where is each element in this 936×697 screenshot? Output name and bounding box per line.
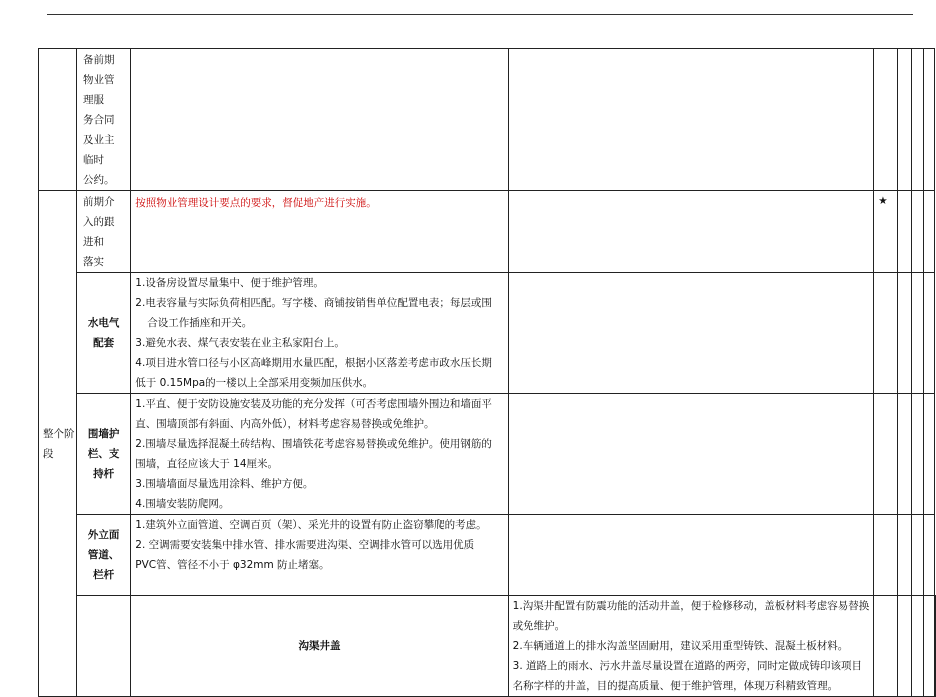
item-line: 备前期物业管理服	[83, 54, 115, 106]
requirement-line: 2. 空调需要安装集中排水管、排水需要进沟渠、空调排水管可以选用优质	[135, 539, 475, 551]
requirements-table	[38, 48, 936, 697]
requirement-line: PVC管、管径不小于 φ32mm 防止堵塞。	[135, 559, 330, 571]
requirement-line: 直、围墙顶部有斜面、内高外低），材料考虑容易替换或免维护。	[135, 418, 435, 430]
requirement-line: 4.项目进水管口径与小区高峰期用水量匹配，根据小区落差考虑市政水压长期	[135, 357, 492, 369]
requirements-cell	[131, 515, 508, 596]
stage-cell-blank	[39, 49, 77, 191]
requirement-line: 2.车辆通道上的排水沟盖坚固耐用，建议采用重型铸铁、混凝土板材料。	[512, 640, 849, 652]
empty-cell	[912, 596, 923, 697]
requirement-line: 名称字样的井盖，目的提高质量、便于维护管理，体现万科精致管理。	[512, 680, 839, 692]
empty-cell	[874, 515, 898, 596]
item-cell	[77, 191, 131, 273]
item-line: 前期介入的跟进和	[83, 196, 115, 248]
empty-cell	[923, 515, 934, 596]
table-row	[39, 596, 936, 697]
empty-cell	[508, 394, 874, 515]
empty-cell	[508, 191, 874, 273]
empty-cell	[874, 49, 898, 191]
empty-cell	[508, 515, 874, 596]
header-rule	[47, 14, 913, 15]
empty-cell	[912, 394, 923, 515]
item-cell	[77, 49, 131, 191]
requirement-line: 按照物业管理设计要点的要求，督促地产进行实施。	[135, 197, 377, 209]
empty-cell	[923, 273, 934, 394]
requirement-line: 低于 0.15Mpa的一楼以上全部采用变频加压供水。	[135, 377, 374, 389]
item-cell: 围墙护栏、支持杆	[77, 394, 131, 515]
table-row	[39, 49, 936, 191]
requirement-line: 3. 道路上的雨水、污水井盖尽量设置在道路的两旁，同时定做成铸印该项目	[512, 660, 863, 672]
empty-cell	[912, 49, 923, 191]
empty-cell	[912, 191, 923, 273]
requirement-line: 1.沟渠井配置有防震功能的活动井盖，便于检修移动，盖板材料考虑容易替换	[512, 600, 870, 612]
requirement-line: 4.围墙安装防爬网。	[135, 498, 230, 510]
empty-cell	[898, 191, 912, 273]
empty-cell	[898, 515, 912, 596]
item-cell: 水电气配套	[77, 273, 131, 394]
star-mark: ★	[874, 191, 898, 273]
requirement-line: 合设工作插座和开关。	[147, 317, 253, 329]
requirement-line: 围墙，直径应该大于 14厘米。	[135, 458, 278, 470]
empty-cell	[912, 273, 923, 394]
empty-cell	[923, 596, 934, 697]
empty-cell	[874, 596, 898, 697]
requirement-line: 3.避免水表、煤气表安装在业主私家阳台上。	[135, 337, 345, 349]
requirement-line: 1.建筑外立面管道、空调百页（架）、采光井的设置有防止盗窃攀爬的考虑。	[135, 519, 487, 531]
empty-cell	[508, 49, 874, 191]
item-cell: 外立面管道、栏杆	[77, 515, 131, 596]
empty-cell	[898, 49, 912, 191]
empty-cell	[874, 273, 898, 394]
requirements-cell	[131, 191, 508, 273]
empty-cell	[923, 49, 934, 191]
requirement-line: 2.围墙尽量选择混凝土砖结构、围墙铁花考虑容易替换或免维护。使用钢筋的	[135, 438, 492, 450]
item-line: 公约。	[83, 174, 115, 186]
stage-cell-blank	[77, 596, 131, 697]
item-line: 落实	[83, 256, 105, 268]
empty-cell	[923, 191, 934, 273]
empty-cell	[508, 273, 874, 394]
empty-cell	[898, 394, 912, 515]
requirement-line: 1.设备房设置尽量集中、便于维护管理。	[135, 277, 324, 289]
requirements-cell	[131, 273, 508, 394]
empty-cell	[923, 394, 934, 515]
requirement-line: 3.围墙墙面尽量选用涂料、维护方便。	[135, 478, 314, 490]
empty-cell	[898, 596, 912, 697]
requirement-line: 或免维护。	[512, 620, 566, 632]
requirements-cell	[508, 596, 874, 697]
requirements-cell	[131, 394, 508, 515]
table-row	[39, 273, 936, 394]
empty-cell	[912, 515, 923, 596]
empty-cell	[874, 394, 898, 515]
table-row	[39, 191, 936, 273]
item-cell: 沟渠井盖	[131, 596, 508, 697]
requirement-line: 1.平直、便于安防设施安装及功能的充分发挥（可否考虑围墙外围边和墙面平	[135, 398, 492, 410]
table-row	[39, 515, 936, 596]
empty-cell	[935, 596, 936, 697]
stage-cell: 整个阶段	[39, 191, 77, 697]
requirement-line: 2.电表容量与实际负荷相匹配。写字楼、商铺按销售单位配置电表；每层或围	[135, 297, 492, 309]
empty-cell	[898, 273, 912, 394]
requirements-cell	[131, 49, 508, 191]
item-line: 务合同及业主临时	[83, 114, 115, 166]
table-row	[39, 394, 936, 515]
